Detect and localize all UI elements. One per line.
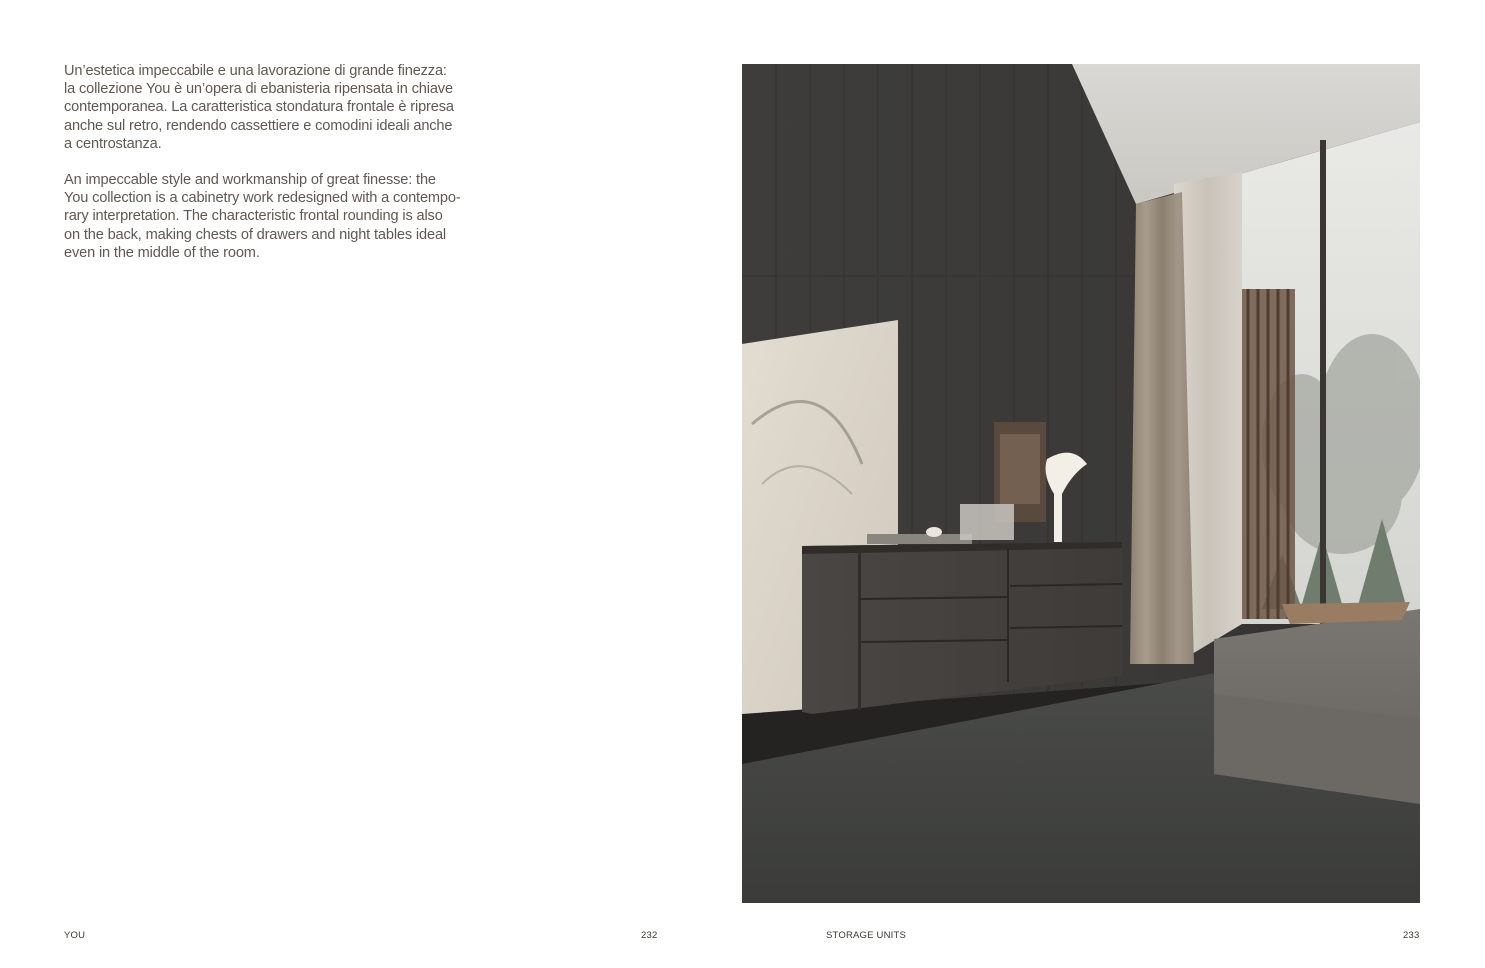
bedroom-scene-illustration bbox=[742, 64, 1420, 903]
folio-section-right: STORAGE UNITS bbox=[826, 930, 907, 941]
page-number-left: 232 bbox=[641, 930, 658, 941]
text-line: contemporanea. La caratteristica stondatura frontale è ripresa bbox=[64, 99, 454, 116]
product-photo bbox=[742, 64, 1420, 903]
folio-section-left: YOU bbox=[64, 930, 86, 941]
page-number-right: 233 bbox=[1403, 930, 1420, 941]
text-line: rary interpretation. The characteristic frontal rounding is also bbox=[64, 208, 443, 225]
text-line: You collection is a cabinetry work redesigned with a contempo- bbox=[64, 190, 461, 207]
text-line: even in the middle of the room. bbox=[64, 244, 260, 261]
text-line: la collezione You è un’opera di ebanisteria ripensata in chiave bbox=[64, 81, 453, 98]
text-line: a centrostanza. bbox=[64, 135, 162, 152]
text-line: An impeccable style and workmanship of great finesse: the bbox=[64, 172, 436, 189]
paragraph-italian bbox=[64, 62, 464, 153]
text-line: on the back, making chests of drawers and night tables ideal bbox=[64, 226, 447, 243]
text-line: anche sul retro, rendendo cassettiere e comodini ideali anche bbox=[64, 117, 453, 134]
paragraph-english bbox=[64, 171, 464, 262]
text-line: Un’estetica impeccabile e una lavorazione di grande finezza: bbox=[64, 63, 447, 79]
intro-text-block bbox=[64, 62, 464, 262]
